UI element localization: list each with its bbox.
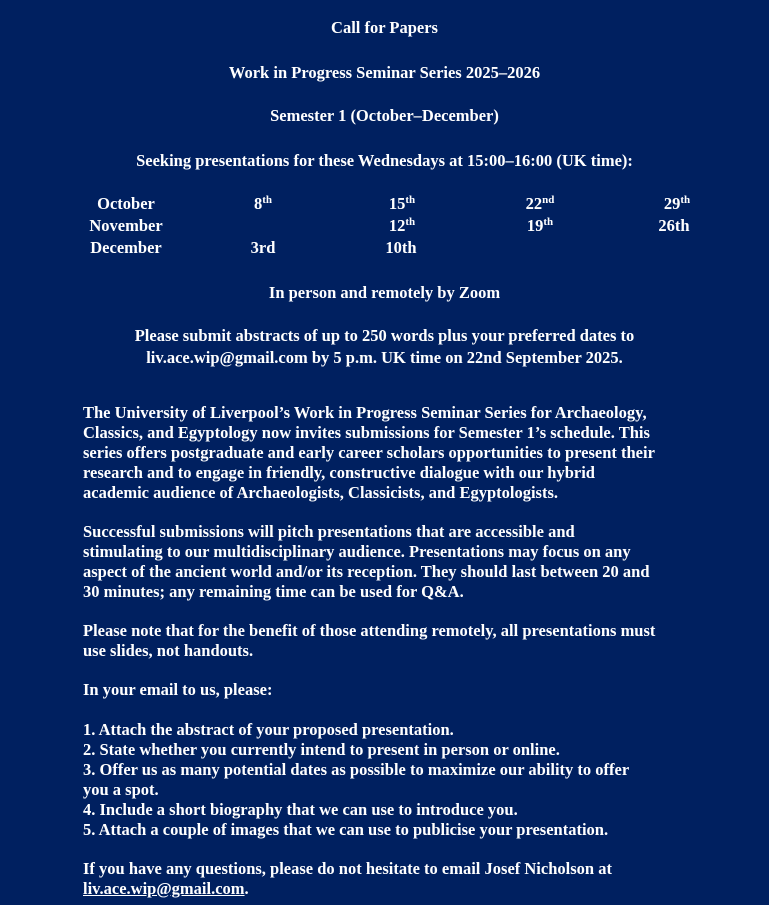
success-line: Successful submissions will pitch presentations that are accessible and bbox=[83, 522, 575, 541]
intro-line: academic audience of Archaeologists, Classicists, and Egyptologists. bbox=[83, 483, 558, 502]
list-item: 3. Offer us as many potential dates as possible to maximize our ability to offer bbox=[83, 760, 630, 779]
submit-line-1: Please submit abstracts of up to 250 words plus your preferred dates to bbox=[134, 326, 635, 345]
attendance-mode: In person and remotely by Zoom bbox=[268, 283, 501, 302]
intro-line: The University of Liverpool’s Work in Progress Seminar Series for Archaeology, bbox=[83, 403, 647, 422]
list-item: 5. Attach a couple of images that we can use to publicise your presentation. bbox=[83, 820, 609, 839]
submit-line-2: liv.ace.wip@gmail.com by 5 p.m. UK time on 22nd September 2025. bbox=[146, 348, 623, 367]
month-december: December bbox=[90, 238, 162, 257]
month-november: November bbox=[89, 216, 163, 235]
date-dec-3: 3rd bbox=[250, 238, 276, 257]
series-title: Work in Progress Seminar Series 2025–2026 bbox=[228, 63, 541, 82]
success-line: stimulating to our multidisciplinary audience. Presentations may focus on any bbox=[83, 542, 631, 561]
success-paragraph bbox=[83, 522, 735, 602]
intro-paragraph bbox=[83, 403, 735, 503]
email-link[interactable]: liv.ace.wip@gmail.com bbox=[83, 879, 245, 898]
questions-paragraph bbox=[83, 859, 735, 899]
intro-line: series offers postgraduate and early career scholars opportunities to present their bbox=[83, 443, 655, 462]
list-item-continued: you a spot. bbox=[83, 780, 159, 799]
email-instructions-heading: In your email to us, please: bbox=[83, 680, 273, 699]
semester-title: Semester 1 (October–December) bbox=[270, 106, 499, 125]
note-line: Please note that for the benefit of those attending remotely, all presentations must bbox=[83, 621, 656, 640]
questions-line-2: liv.ace.wip@gmail.com. bbox=[83, 879, 249, 898]
date-oct-22: 22nd bbox=[525, 194, 555, 213]
date-oct-8: 8th bbox=[253, 194, 273, 213]
list-item: 2. State whether you currently intend to present in person or online. bbox=[83, 740, 560, 759]
seeking-line: Seeking presentations for these Wednesdays at 15:00–16:00 (UK time): bbox=[136, 151, 633, 170]
date-dec-10: 10th bbox=[385, 238, 417, 257]
date-nov-26: 26th bbox=[658, 216, 690, 235]
questions-line: If you have any questions, please do not hesitate to email Josef Nicholson at bbox=[83, 859, 612, 878]
date-oct-15: 15th bbox=[388, 194, 416, 213]
note-paragraph bbox=[83, 621, 735, 661]
note-line: use slides, not handouts. bbox=[83, 641, 254, 660]
success-line: aspect of the ancient world and/or its reception. They should last between 20 and bbox=[83, 562, 650, 581]
list-item: 4. Include a short biography that we can use to introduce you. bbox=[83, 800, 518, 819]
date-oct-29: 29th bbox=[663, 194, 691, 213]
intro-line: Classics, and Egyptology now invites submissions for Semester 1’s schedule. This bbox=[83, 423, 650, 442]
title-call-for-papers: Call for Papers bbox=[331, 18, 438, 37]
steps-list bbox=[83, 720, 735, 840]
date-nov-19: 19th bbox=[526, 216, 554, 235]
date-nov-12: 12th bbox=[388, 216, 416, 235]
month-october: October bbox=[97, 194, 155, 213]
list-item: 1. Attach the abstract of your proposed presentation. bbox=[83, 720, 454, 739]
intro-line: research and to engage in friendly, constructive dialogue with our hybrid bbox=[83, 463, 595, 482]
success-line: 30 minutes; any remaining time can be used for Q&A. bbox=[83, 582, 464, 601]
